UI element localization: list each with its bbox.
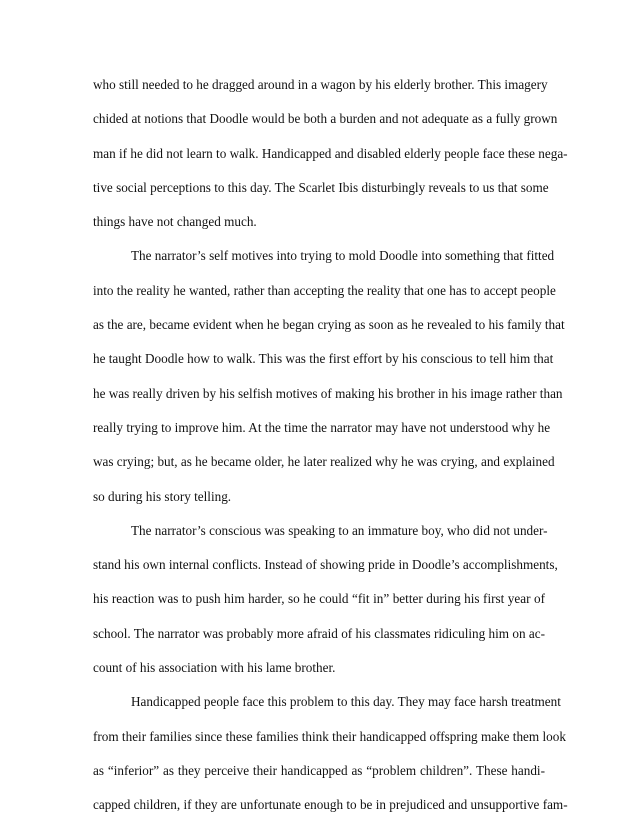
text-line: he was really driven by his selfish motives of making his brother in his image rather than: [93, 385, 563, 401]
text-line: stand his own internal conflicts. Instead of showing pride in Doodle’s accomplishments,: [93, 557, 558, 573]
text-line: things have not changed much.: [93, 214, 257, 230]
text-line: from their families since these families think their handicapped offspring make them look: [93, 728, 566, 744]
text-line: was crying; but, as he became older, he later realized why he was crying, and explained: [93, 454, 555, 470]
text-line: man if he did not learn to walk. Handicapped and disabled elderly people face these nega-: [93, 145, 568, 161]
text-line: The narrator’s self motives into trying to mold Doodle into something that fitted: [131, 248, 555, 264]
text-line: his reaction was to push him harder, so he could “fit in” better during his first year of: [93, 591, 545, 607]
text-line: who still needed to he dragged around in a wagon by his elderly brother. This imagery: [93, 77, 548, 92]
text-line: he taught Doodle how to walk. This was the first effort by his conscious to tell him that: [93, 351, 554, 367]
text-line: really trying to improve him. At the time the narrator may have not understood why he: [93, 419, 551, 435]
text-line: as “inferior” as they perceive their handicapped as “problem children”. These handi-: [93, 762, 545, 778]
essay-body: [93, 68, 568, 823]
text-line: into the reality he wanted, rather than accepting the reality that one has to accept people: [93, 282, 556, 298]
text-line: school. The narrator was probably more afraid of his classmates ridiculing him on ac-: [93, 625, 545, 641]
text-line: count of his association with his lame brother.: [93, 660, 336, 676]
text-line: tive social perceptions to this day. The Scarlet Ibis disturbingly reveals to us that some: [93, 179, 549, 195]
text-line: The narrator’s conscious was speaking to an immature boy, who did not under-: [131, 522, 548, 538]
text-line: so during his story telling.: [93, 488, 232, 504]
text-line: Handicapped people face this problem to this day. They may face harsh treatment: [131, 694, 561, 710]
text-line: as the are, became evident when he began crying as soon as he revealed to his family that: [93, 317, 565, 333]
text-line: chided at notions that Doodle would be both a burden and not adequate as a fully grown: [93, 111, 558, 127]
text-line: capped children, if they are unfortunate enough to be in prejudiced and unsupportive fam-: [93, 797, 568, 813]
